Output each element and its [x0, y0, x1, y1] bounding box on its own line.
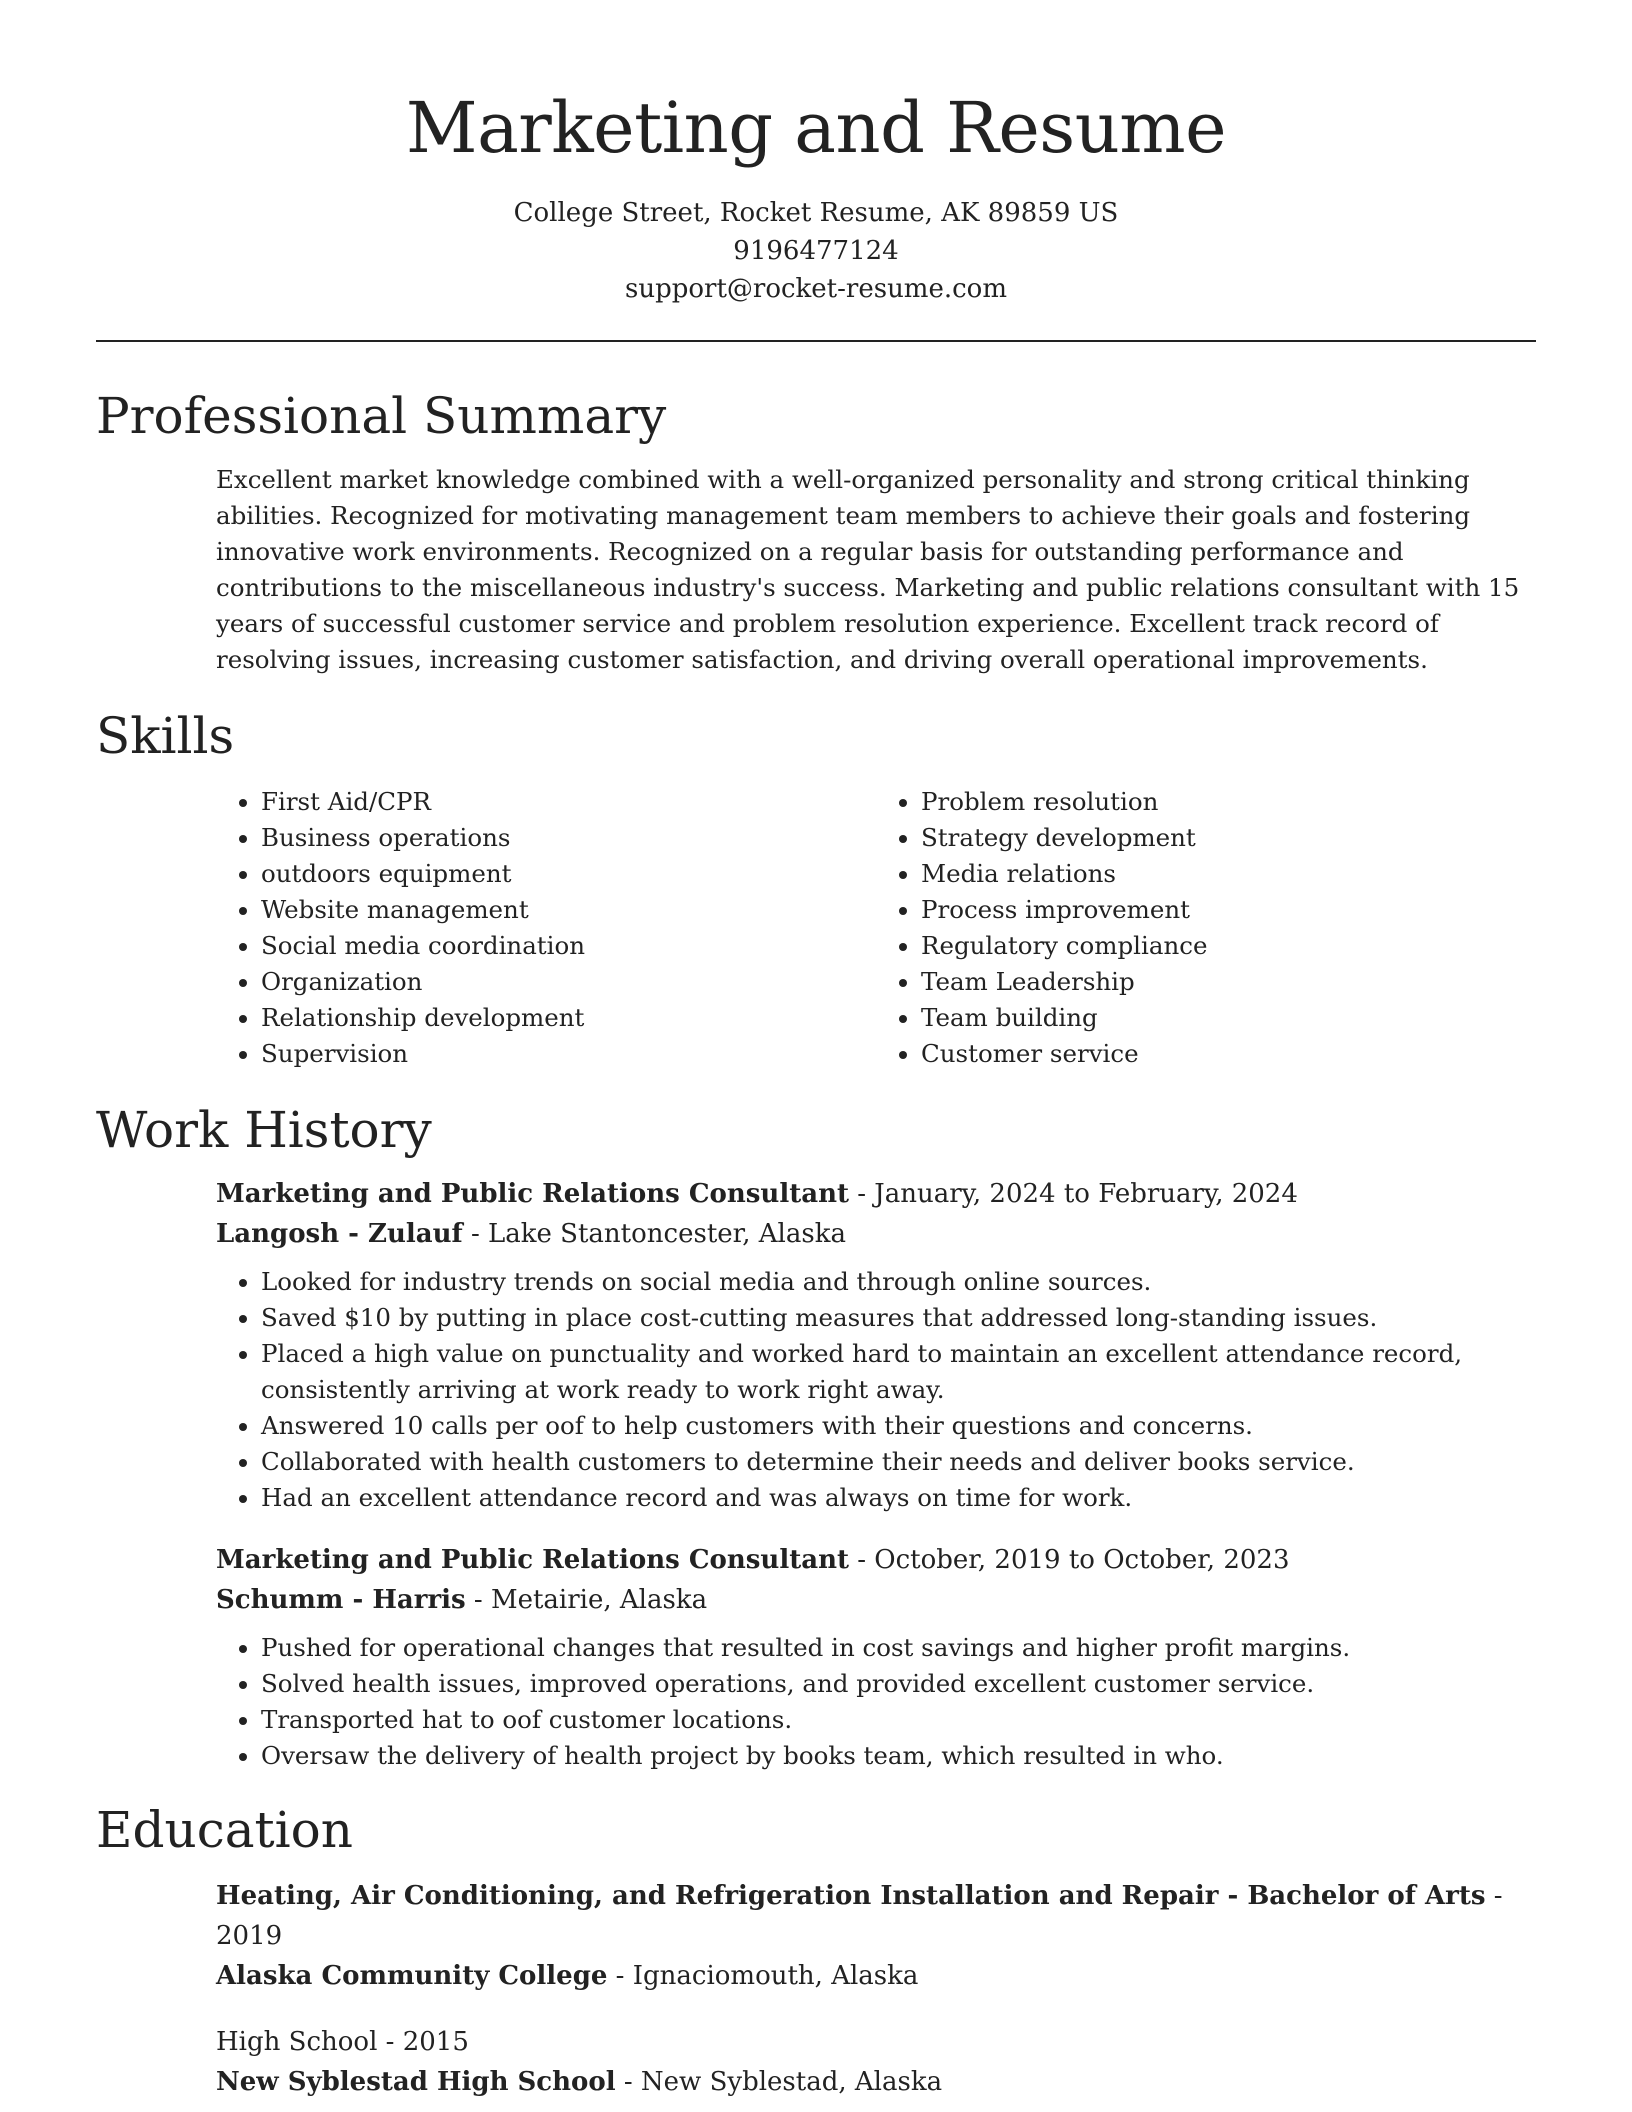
skills-title: Skills — [96, 707, 235, 765]
education-school-line — [216, 2062, 1536, 2102]
job-dates: - October, 2019 to October, 2023 — [848, 1545, 1290, 1575]
education-entry — [216, 2022, 1536, 2102]
skill-item: • Media relations — [921, 856, 1536, 892]
summary-section — [96, 384, 1536, 678]
job-bullet: • Transported hat to oof customer locations. — [261, 1702, 1536, 1738]
skill-item: • Regulatory compliance — [921, 928, 1536, 964]
education-section — [96, 1798, 1536, 2102]
work-history-section — [96, 1098, 1536, 1774]
work-history-title: Work History — [96, 1101, 432, 1159]
job-location: - Metairie, Alaska — [465, 1585, 708, 1615]
job-bullet: • Solved health issues, improved operations, and provided excellent customer service. — [261, 1666, 1536, 1702]
job-company-line — [216, 1214, 1536, 1254]
header-divider — [96, 340, 1536, 342]
skill-item: • Team building — [921, 1000, 1536, 1036]
job-bullet: • Had an excellent attendance record and was always on time for work. — [261, 1480, 1536, 1516]
skill-item: • Social media coordination — [261, 928, 876, 964]
job-entry — [216, 1540, 1536, 1774]
education-year: - 2019 — [216, 1881, 1503, 1951]
job-bullet: • Saved $10 by putting in place cost-cutting measures that addressed long-standing issues. — [261, 1300, 1536, 1336]
job-dates: - January, 2024 to February, 2024 — [848, 1179, 1298, 1209]
summary-title: Professional Summary — [96, 387, 667, 445]
job-role: Marketing and Public Relations Consultant — [216, 1545, 849, 1575]
job-entry — [216, 1174, 1536, 1516]
job-title-line — [216, 1174, 1536, 1214]
contact-email: support@rocket-resume.com — [624, 274, 1007, 304]
skills-right-column — [876, 784, 1536, 1072]
skill-item: • Problem resolution — [921, 784, 1536, 820]
education-degree: High School — [216, 2027, 378, 2057]
skills-grid — [216, 784, 1536, 1072]
job-bullet: • Placed a high value on punctuality and worked hard to maintain an excellent attendance record, consistently arriving at work ready to work right away. — [261, 1336, 1536, 1408]
education-year: - 2015 — [377, 2027, 469, 2057]
skill-item: • Strategy development — [921, 820, 1536, 856]
contact-phone: 9196477124 — [733, 236, 899, 266]
candidate-name: Marketing and Resume — [405, 87, 1227, 169]
education-location: - Ignaciomouth, Alaska — [607, 1961, 919, 1991]
job-title-line — [216, 1540, 1536, 1580]
resume-header — [96, 0, 1536, 308]
skill-item: • outdoors equipment — [261, 856, 876, 892]
skill-item: • Organization — [261, 964, 876, 1000]
education-degree-line — [216, 1876, 1536, 1956]
skill-item: • Process improvement — [921, 892, 1536, 928]
skill-item: • Customer service — [921, 1036, 1536, 1072]
skill-item: • Team Leadership — [921, 964, 1536, 1000]
skill-item: • Website management — [261, 892, 876, 928]
contact-address: College Street, Rocket Resume, AK 89859 US — [513, 198, 1119, 228]
education-school: New Syblestad High School — [216, 2067, 616, 2097]
job-company-line — [216, 1580, 1536, 1620]
job-location: - Lake Stantoncester, Alaska — [462, 1219, 846, 1249]
job-bullet: • Oversaw the delivery of health project by books team, which resulted in who. — [261, 1738, 1536, 1774]
job-bullet: • Collaborated with health customers to determine their needs and deliver books service. — [261, 1444, 1536, 1480]
skill-item: • First Aid/CPR — [261, 784, 876, 820]
education-entry — [216, 1876, 1536, 1996]
job-bullets — [216, 1630, 1536, 1774]
education-degree: Heating, Air Conditioning, and Refrigeration Installation and Repair - Bachelor of Arts — [216, 1881, 1486, 1911]
contact-info — [96, 194, 1536, 308]
skills-section — [96, 704, 1536, 1072]
skills-left-column — [216, 784, 876, 1072]
summary-text: Excellent market knowledge combined with a well-organized personality and strong critical thinking abilities. Recognized for motivating management team members to achieve their goals and fostering innovative work environments. Recognized on a regular basis for outstanding performance and contributions to the miscellaneous industry's success. Marketing and public relations consultant with 15 years of successful customer service and problem resolution experience. Excellent track record of resolving issues, increasing customer satisfaction, and driving overall operational improvements. — [216, 465, 1520, 674]
education-title: Education — [96, 1801, 353, 1859]
job-company: Schumm - Harris — [216, 1585, 466, 1615]
education-location: - New Syblestad, Alaska — [615, 2067, 943, 2097]
skill-item: • Business operations — [261, 820, 876, 856]
job-company: Langosh - Zulauf — [216, 1219, 463, 1249]
education-school-line — [216, 1956, 1536, 1996]
job-role: Marketing and Public Relations Consultant — [216, 1179, 849, 1209]
job-bullet: • Answered 10 calls per oof to help customers with their questions and concerns. — [261, 1408, 1536, 1444]
job-bullet: • Pushed for operational changes that resulted in cost savings and higher profit margins. — [261, 1630, 1536, 1666]
education-degree-line — [216, 2022, 1536, 2062]
skill-item: • Relationship development — [261, 1000, 876, 1036]
skill-item: • Supervision — [261, 1036, 876, 1072]
job-bullets — [216, 1264, 1536, 1516]
job-bullet: • Looked for industry trends on social media and through online sources. — [261, 1264, 1536, 1300]
education-school: Alaska Community College — [216, 1961, 608, 1991]
